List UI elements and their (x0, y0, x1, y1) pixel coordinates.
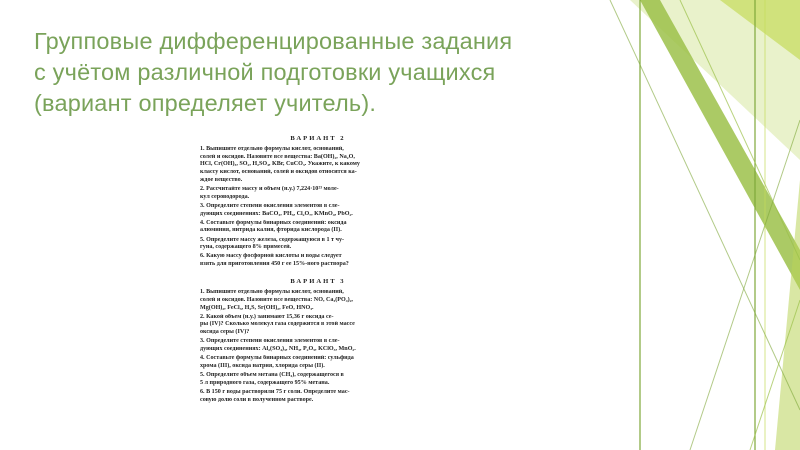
task-item (200, 237, 436, 253)
task-line: 2. Рассчитайте массу и объем (н.у.) 7,224·10²³ моле- (200, 185, 339, 192)
task-line: солей и оксидов. Назовите все вещества: NO, Ca₃(PO₄)₂, (200, 296, 353, 303)
task-line: 1. Выпишите отдельно формулы кислот, оснований, (200, 289, 344, 296)
task-line: 4. Составьте формулы бинарных соединений: сульфида (200, 355, 354, 362)
task-line: дующих соединениях: Al₂(SO₄)₃, NH₃, P₂O₅, KClO₃, MnO₂. (200, 346, 356, 353)
task-item (200, 389, 436, 405)
title-line: с учётом различной подготовки учащихся (34, 59, 496, 85)
title-line: Групповые дифференцированные задания (34, 28, 513, 54)
task-line: 3. Определите степени окисления элементов в сле- (200, 338, 340, 345)
title-line: (вариант определяет учитель). (34, 90, 377, 116)
task-line: алюминия, нитрида калия, фторида кислорода (II). (200, 227, 342, 234)
task-line: 6. В 150 г воды растворили 75 г соли. Определите мас- (200, 389, 350, 396)
task-line: оксида серы (IV)? (200, 329, 250, 336)
task-line: совую долю соли в полученном растворе. (200, 396, 314, 403)
decorative-green-stripes (600, 0, 800, 450)
task-item (200, 289, 436, 312)
task-item (200, 186, 436, 202)
task-line: хрома (III), оксида натрия, хлорида серы (II). (200, 363, 325, 370)
task-item (200, 203, 436, 219)
task-line: ждое вещество. (200, 176, 243, 183)
task-item (200, 146, 436, 185)
task-line: 6. Какую массу фосфорной кислоты и воды следует (200, 253, 342, 260)
task-line: Mg(OH)₂, FeCl₃, H₂S, Sr(OH)₂, FeO, HNO₃. (200, 304, 314, 311)
task-line: дующих соединениях: BaCO₃, PH₃, Cl₂O₇, KMnO₄, PbO₂. (200, 210, 353, 217)
task-item (200, 372, 436, 388)
task-item (200, 220, 436, 236)
task-line: 5. Определите массу железа, содержащуюся в 1 т чу- (200, 236, 345, 243)
task-line: кул сероводорода. (200, 193, 250, 200)
task-line: 4. Составьте формулы бинарных соединений: оксида (200, 219, 347, 226)
worksheet-scan (200, 133, 436, 435)
slide-title (34, 26, 624, 119)
task-item (200, 314, 436, 337)
task-line: 5. Определите объем метана (CH₄), содержащегося в (200, 372, 344, 379)
task-item (200, 338, 436, 354)
task-item (200, 355, 436, 371)
task-line: 3. Определите степени окисления элементов в сле- (200, 202, 340, 209)
variant-2-heading: ВАРИАНТ 2 (290, 135, 346, 142)
task-line: солей и оксидов. Назовите все вещества: Ba(OH)₂, Na₂O, (200, 153, 355, 160)
task-line: классу кислот, оснований, солей и оксидов относится ка- (200, 169, 357, 175)
task-line: 2. Какой объем (н.у.) занимают 15,36 г оксида се- (200, 313, 334, 320)
task-line: 5 л природного газа, содержащего 95% метана. (200, 379, 330, 386)
task-line: гуна, содержащего 8% примесей. (200, 244, 292, 251)
variant-3-heading: ВАРИАНТ 3 (290, 278, 346, 286)
variant-3-tasks (200, 289, 436, 404)
task-item (200, 253, 436, 269)
task-line: 1. Выпишите отдельно формулы кислот, оснований, (200, 145, 344, 152)
task-line: ры (IV)? Сколько молекул газа содержится в этой массе (200, 321, 355, 328)
variant-2-tasks (200, 146, 436, 269)
task-line: взять для приготовления 450 г ее 15%-ного раствора? (200, 261, 349, 268)
task-line: HCl, Cr(OH)₃, SO₂, H₂SO₄, KBr, CuCO₃. Укажите, к какому (200, 161, 360, 168)
